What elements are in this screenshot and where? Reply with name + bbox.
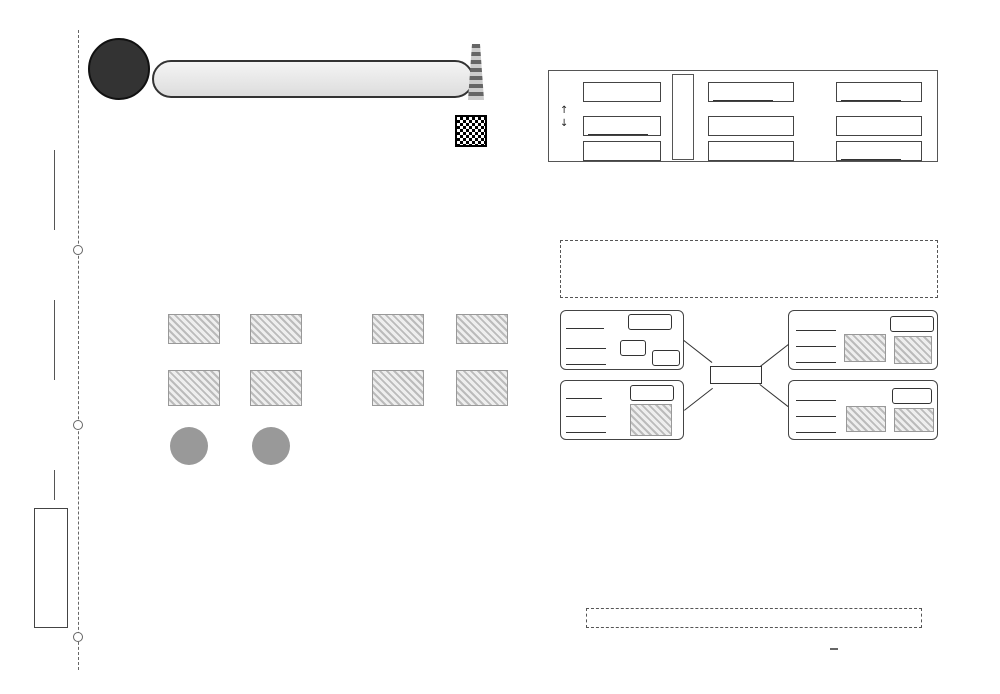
picture-family-dinner[interactable] bbox=[168, 370, 220, 406]
what-tag bbox=[630, 385, 674, 401]
binding-line bbox=[78, 30, 79, 670]
map-home bbox=[583, 141, 661, 161]
picture-book[interactable] bbox=[372, 370, 424, 406]
answer-line[interactable] bbox=[796, 432, 836, 433]
word-box bbox=[560, 240, 938, 298]
connector-line bbox=[759, 384, 788, 407]
word-bank bbox=[586, 608, 922, 628]
up-arrow-icon: ↑ bbox=[560, 105, 569, 116]
picture-map[interactable] bbox=[456, 370, 508, 406]
map-zoo bbox=[708, 141, 794, 161]
connector-line bbox=[684, 388, 713, 411]
picture-cinema bbox=[844, 334, 886, 362]
map-blank-4[interactable] bbox=[836, 141, 922, 161]
answer-line[interactable] bbox=[796, 346, 836, 347]
answer-line[interactable] bbox=[796, 330, 836, 331]
picture-airplane[interactable] bbox=[372, 314, 424, 344]
answer-line[interactable] bbox=[796, 362, 836, 363]
binding-hole bbox=[73, 245, 83, 255]
answer-line[interactable] bbox=[566, 416, 606, 417]
turn-left-icon[interactable] bbox=[170, 427, 208, 465]
qr-code-icon[interactable] bbox=[455, 115, 487, 147]
what-example bbox=[566, 388, 602, 399]
how-tag bbox=[892, 388, 932, 404]
picture-library bbox=[894, 336, 932, 364]
picture-taxi bbox=[846, 406, 886, 432]
answer-line[interactable] bbox=[566, 364, 606, 365]
school-line bbox=[54, 470, 55, 500]
picture-girl-studying bbox=[630, 404, 672, 436]
map-park bbox=[708, 116, 794, 136]
answer-line[interactable] bbox=[566, 432, 606, 433]
page-title bbox=[152, 60, 474, 98]
name-line bbox=[54, 150, 55, 230]
map-blank-3[interactable] bbox=[836, 82, 922, 102]
map-blank-2[interactable] bbox=[708, 82, 794, 102]
answer-line[interactable] bbox=[566, 348, 606, 349]
map-blank-1[interactable] bbox=[583, 116, 661, 136]
map-train-station bbox=[836, 116, 922, 136]
picture-street[interactable] bbox=[250, 314, 302, 344]
where-tag bbox=[890, 316, 934, 332]
class-line bbox=[54, 300, 55, 380]
answer-line[interactable] bbox=[796, 416, 836, 417]
when-example bbox=[566, 318, 604, 329]
binding-hole bbox=[73, 632, 83, 642]
brand-logo bbox=[88, 38, 150, 100]
down-arrow-icon: ↓ bbox=[560, 118, 569, 129]
picture-ship[interactable] bbox=[456, 314, 508, 344]
picture-bus bbox=[894, 408, 934, 432]
sat-tag bbox=[620, 340, 646, 356]
footer-tag bbox=[830, 648, 838, 650]
picture-watching-tv[interactable] bbox=[250, 370, 302, 406]
picture-buildings[interactable] bbox=[168, 314, 220, 344]
connector-line bbox=[683, 340, 712, 363]
answer-line[interactable] bbox=[796, 400, 836, 401]
binding-hole bbox=[73, 420, 83, 430]
go-straight-icon[interactable] bbox=[252, 427, 290, 465]
sun-tag bbox=[652, 350, 680, 366]
notes-box bbox=[34, 508, 68, 628]
map-bookstore bbox=[583, 82, 661, 102]
when-tag bbox=[628, 314, 672, 330]
road-strip bbox=[672, 74, 694, 160]
my-plan-center bbox=[710, 366, 762, 384]
connector-line bbox=[760, 344, 789, 367]
